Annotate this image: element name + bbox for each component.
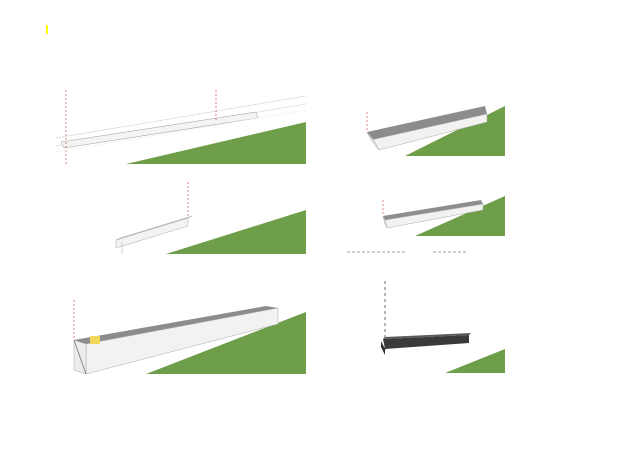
figure-extruded-bar: [56, 182, 306, 254]
figure-rectangle-guides: [56, 90, 306, 164]
figure-trimmed-bar: [345, 180, 505, 236]
section-title: [46, 25, 48, 34]
paragraph-diagonal-repeat: [56, 409, 306, 420]
figure-push-pull-bar: [345, 96, 505, 156]
figure-painted-bar: [345, 251, 505, 373]
figure-diagonal-cut: [56, 300, 306, 374]
section-heading: [38, 25, 48, 35]
